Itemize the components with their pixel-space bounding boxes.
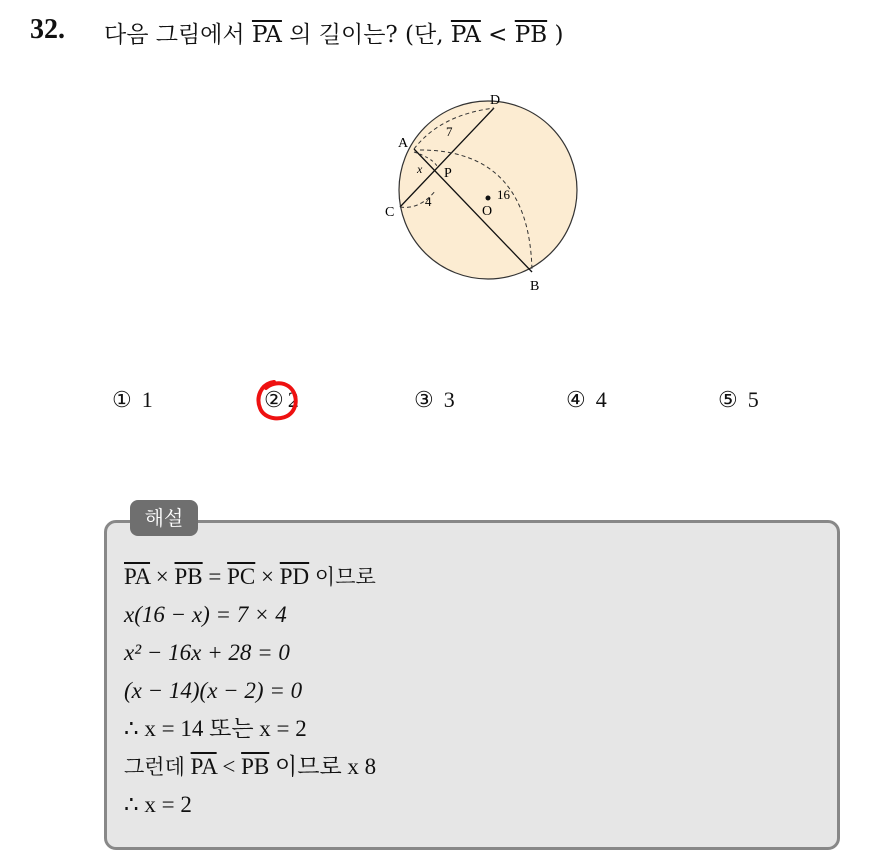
solution-line-3: x² − 16x + 28 = 0: [124, 640, 290, 665]
question-middle: 의 길이는? (단,: [289, 22, 444, 48]
geometry-figure: [370, 88, 600, 298]
sol-pd: $\overline{PD}$: [279, 564, 310, 589]
condition-lt: <: [488, 22, 508, 48]
sol-times-2: ×: [261, 564, 275, 589]
sol-pa: $\overline{PA}$: [124, 564, 151, 589]
choice-4-value: 4: [595, 387, 607, 412]
solution-line-2: x(16 − x) = 7 × 4: [124, 602, 287, 627]
segment-pa: $\overline{PA}$: [251, 22, 282, 48]
question-prefix: 다음 그림에서: [104, 22, 245, 48]
choice-2-value: 2: [287, 387, 299, 412]
question-suffix: ): [554, 22, 564, 48]
choice-5[interactable]: [718, 387, 759, 413]
label-p: P: [444, 166, 452, 181]
choice-4[interactable]: [566, 387, 607, 413]
label-b: B: [530, 279, 540, 294]
solution-line-1: [124, 558, 376, 596]
label-c: C: [385, 205, 395, 220]
choice-5-mark: ⑤: [718, 387, 738, 412]
sol-head-6: 그런데: [124, 755, 185, 779]
label-d: D: [490, 93, 501, 108]
length-ap: 7: [446, 124, 453, 139]
sol6-pb: $\overline{PB}$: [241, 754, 270, 779]
answer-choices: [0, 387, 884, 417]
sol6-pa: $\overline{PA}$: [190, 754, 217, 779]
label-a: A: [398, 136, 409, 151]
length-pb: 16: [497, 187, 510, 202]
sol-times-1: ×: [155, 564, 169, 589]
solution-line-6: [124, 748, 376, 786]
sol-tail-1: 이므로: [314, 565, 376, 589]
solution-line-7: ∴ x = 2: [124, 792, 192, 817]
selected-answer-circle: [252, 376, 302, 426]
length-x: x: [417, 162, 423, 176]
choice-3[interactable]: [414, 387, 455, 413]
choice-3-mark: ③: [414, 387, 434, 412]
choice-4-mark: ④: [566, 387, 586, 412]
solution-content: [124, 558, 376, 824]
center-point: [486, 196, 491, 201]
length-cp: 4: [425, 194, 432, 209]
condition-pa: $\overline{PA}$: [450, 22, 481, 48]
condition-pb: $\overline{PB}$: [514, 22, 548, 48]
label-o: O: [482, 204, 493, 219]
sol-eq: =: [208, 564, 222, 589]
circle-o: [399, 101, 577, 279]
solution-line-5: ∴ x = 14 또는 x = 2: [124, 716, 307, 741]
choice-1-value: 1: [141, 387, 153, 412]
choice-5-value: 5: [747, 387, 759, 412]
sol-pb: $\overline{PB}$: [174, 564, 203, 589]
sol-pc: $\overline{PC}$: [227, 564, 256, 589]
solution-tag: 해설: [130, 500, 198, 536]
question-number: 32.: [30, 14, 65, 45]
choice-2-mark: ②: [264, 387, 284, 412]
question-text: [104, 16, 563, 49]
choice-3-value: 3: [443, 387, 455, 412]
solution-line-4: (x − 14)(x − 2) = 0: [124, 678, 303, 703]
sol-tail-6: 이므로 x 8: [275, 754, 377, 779]
sol6-lt: <: [222, 754, 236, 779]
choice-1[interactable]: [112, 387, 153, 413]
choice-1-mark: ①: [112, 387, 132, 412]
